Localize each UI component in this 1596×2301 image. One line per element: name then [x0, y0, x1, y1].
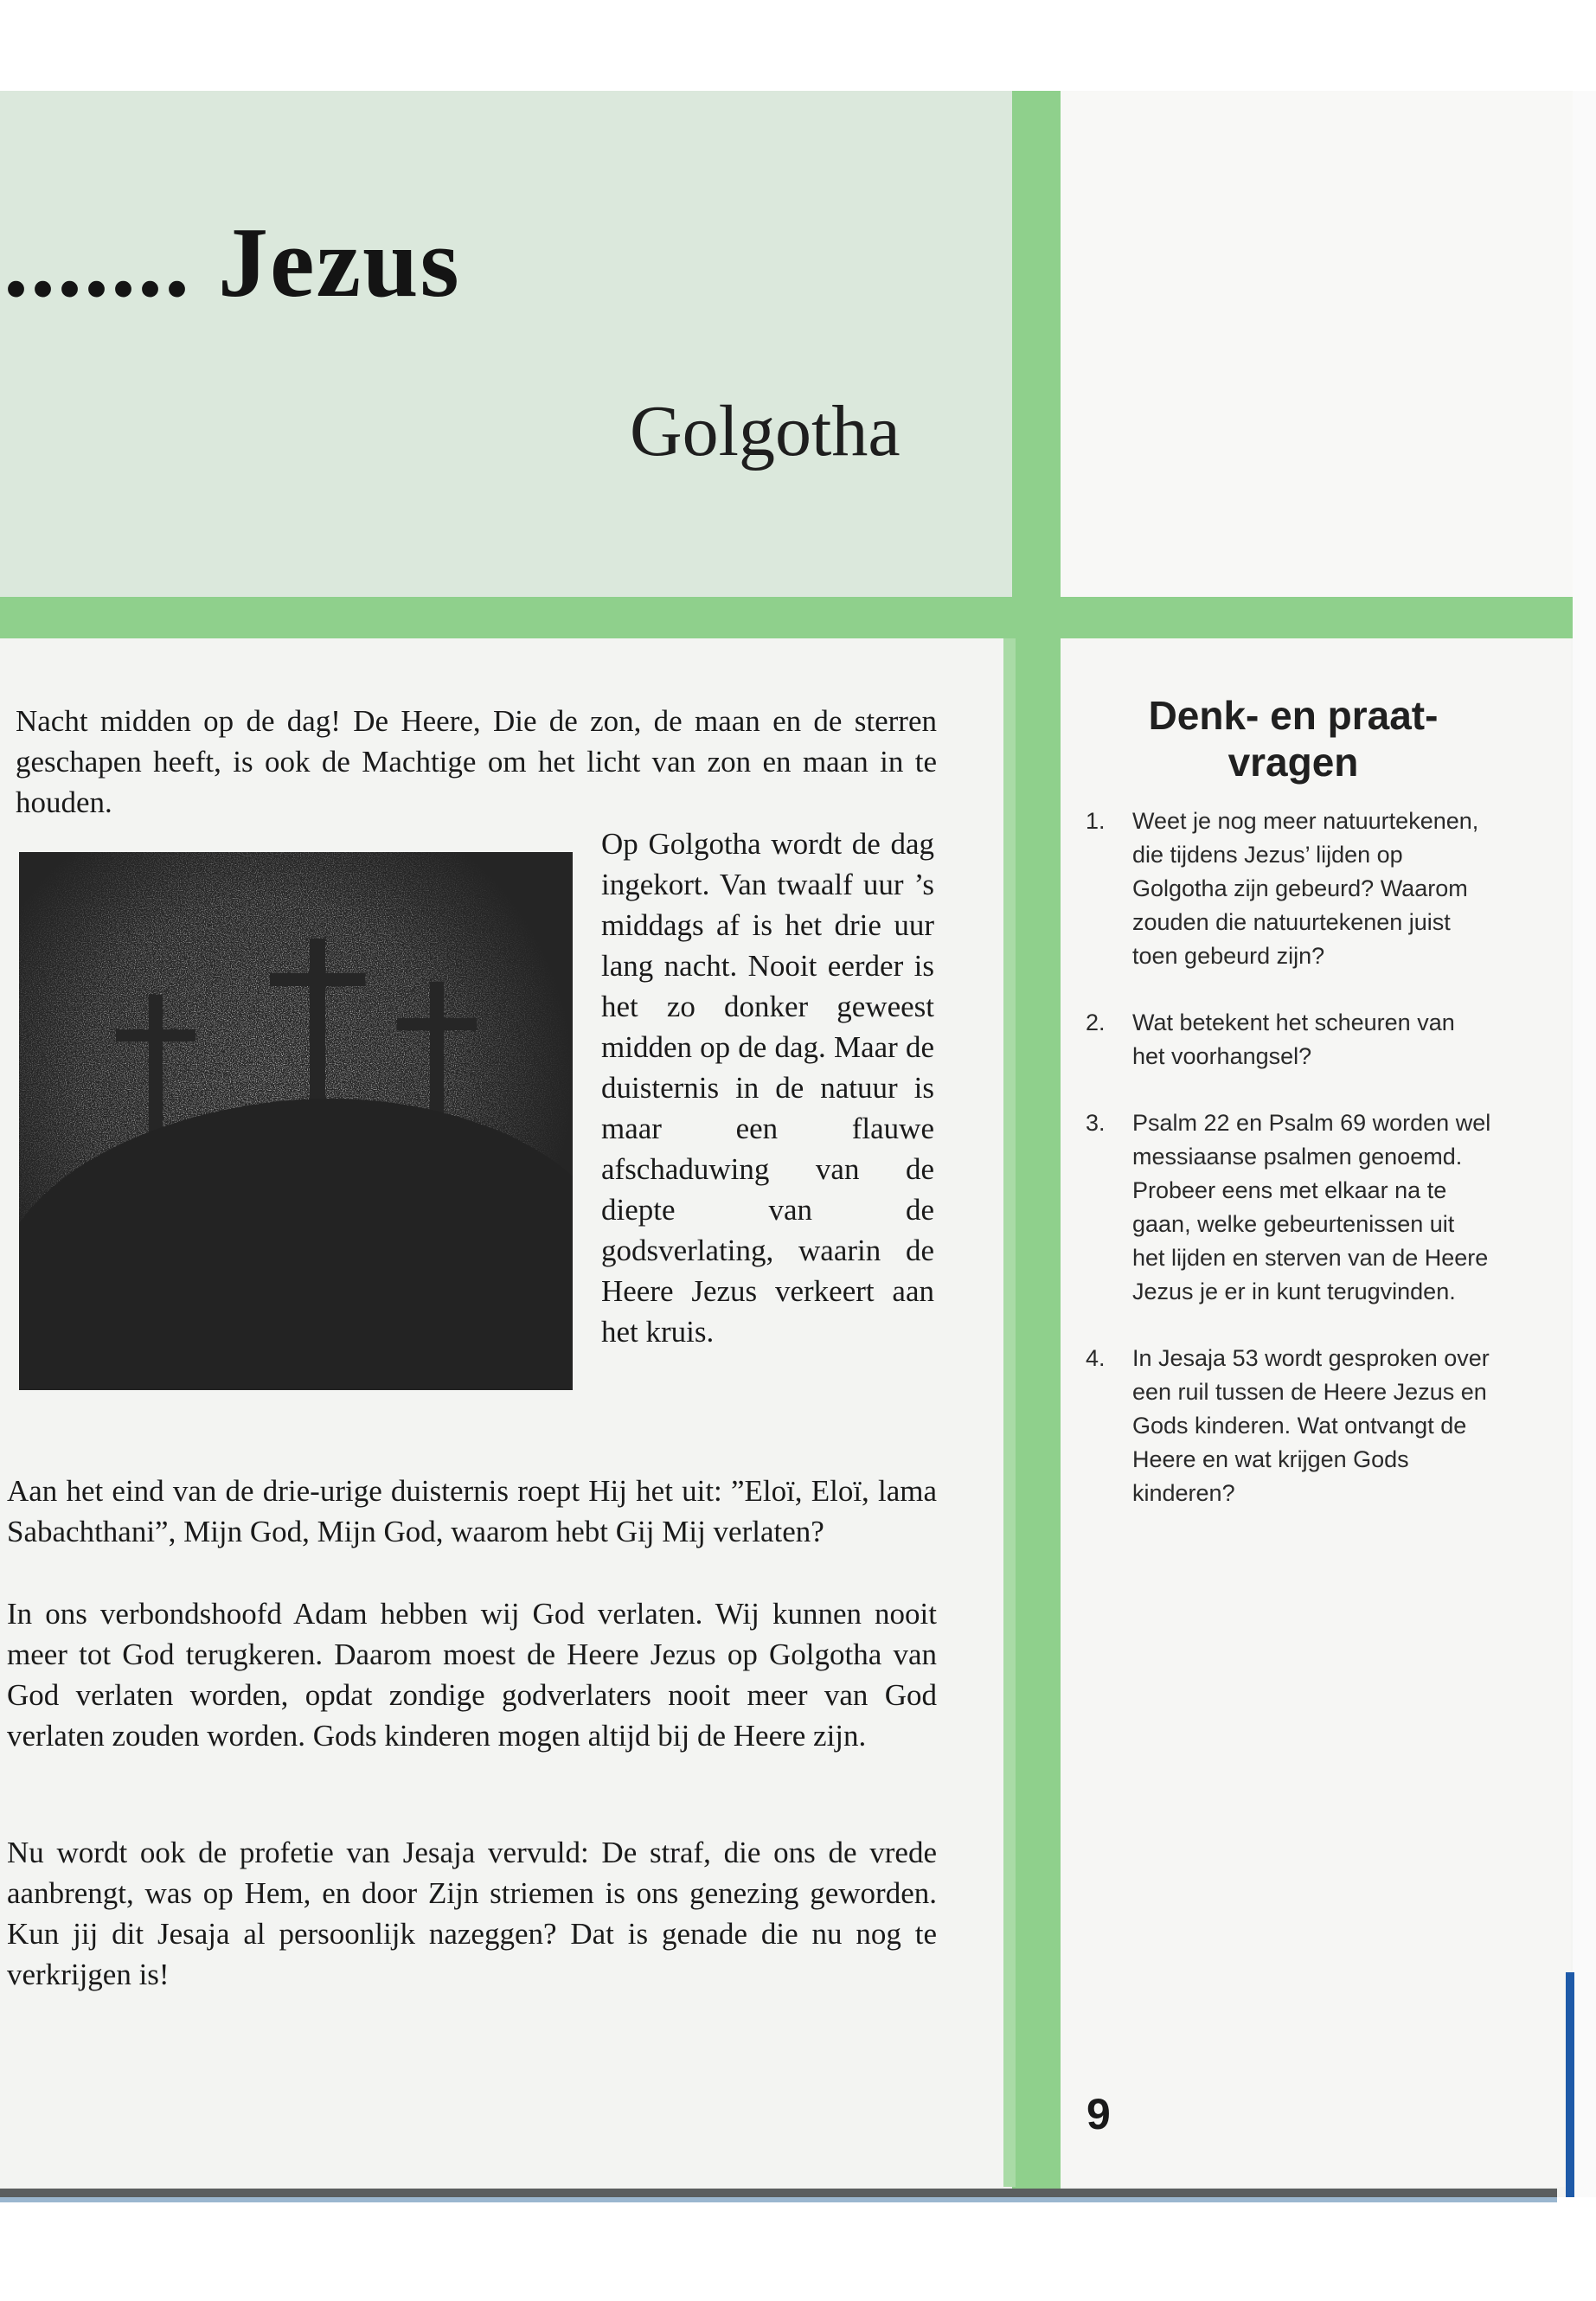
vertical-green-band	[1012, 91, 1061, 2193]
header-panel	[0, 91, 1012, 597]
binding-edge	[1566, 1972, 1574, 2197]
header-right-panel	[1061, 91, 1574, 597]
question-text: In Jesaja 53 wordt gesproken over een ruil tussen de Heere Jezus en Gods kinderen. Wat ontvangt de Heere en wat krijgen Gods kinderen?	[1132, 1345, 1490, 1506]
questions-title: Denk- en praat-vragen	[1148, 693, 1439, 785]
page-number: 9	[1086, 2090, 1111, 2138]
page-title: ....... Jezus	[3, 208, 461, 318]
crosses-illustration	[19, 852, 573, 1390]
question-number: 1.	[1086, 808, 1106, 834]
question-text: Weet je nog meer natuurtekenen, die tijdens Jezus’ lijden op Golgotha zijn gebeurd? Waarom zouden die natuurtekenen juist toen gebeurd zijn?	[1132, 808, 1479, 969]
questions-list	[1086, 804, 1492, 1543]
page-bottom-edge	[0, 2197, 1557, 2202]
article-prophecy-paragraph: Nu wordt ook de profetie van Jesaja vervuld: De straf, die ons de vrede aanbrengt, was op Hem, en door Zijn striemen is ons genezing geworden. Kun jij dit Jesaja al persoonlijk nazeggen? Dat is genade die nu nog te verkrijgen is!	[7, 1836, 937, 1991]
horizontal-green-band	[0, 597, 1573, 638]
page-subtitle: Golgotha	[630, 391, 901, 471]
question-item	[1086, 1006, 1492, 1074]
question-number: 2.	[1086, 1009, 1106, 1035]
question-number: 4.	[1086, 1345, 1106, 1371]
question-item	[1086, 804, 1492, 973]
article-intro: Nacht midden op de dag! De Heere, Die de zon, de maan en de sterren geschapen heeft, is ook de Machtige om het licht van zon en maan in te houden.	[16, 704, 937, 819]
page-edge	[1573, 91, 1596, 2197]
question-item	[1086, 1342, 1492, 1510]
vertical-green-band-lower	[1003, 638, 1016, 2187]
question-number: 3.	[1086, 1110, 1106, 1136]
article-covenant-paragraph: In ons verbondshoofd Adam hebben wij God verlaten. Wij kunnen nooit meer tot God terugkeren. Daarom moest de Heere Jezus op Golgotha van God verlaten worden, opdat zondige godverlaters nooit meer van God verlaten zouden worden. Gods kinderen mogen altijd bij de Heere zijn.	[7, 1597, 937, 1753]
question-text: Wat betekent het scheuren van het voorhangsel?	[1132, 1009, 1455, 1069]
question-text: Psalm 22 en Psalm 69 worden wel messiaanse psalmen genoemd. Probeer eens met elkaar na te gaan, welke gebeurtenissen uit het lijden en sterven van de Heere Jezus je er in kunt terugvinden.	[1132, 1110, 1491, 1304]
article-cry-paragraph: Aan het eind van de drie-urige duisternis roept Hij het uit: ”Eloï, Eloï, lama Sabachthani”, Mijn God, Mijn God, waarom hebt Gij Mij verlaten?	[7, 1474, 937, 1548]
article-text-beside-image: Op Golgotha wordt de dag ingekort. Van twaalf uur ’s middags af is het drie uur lang nacht. Nooit eerder is het zo donker geweest midden op de dag. Maar de duisternis in de natuur is maar een flauwe afschaduwing van de diepte van de godsverlating, waarin de Heere Jezus verkeert aan het kruis.	[601, 827, 934, 1349]
question-item	[1086, 1106, 1492, 1309]
golgotha-crosses-image	[19, 852, 573, 1390]
